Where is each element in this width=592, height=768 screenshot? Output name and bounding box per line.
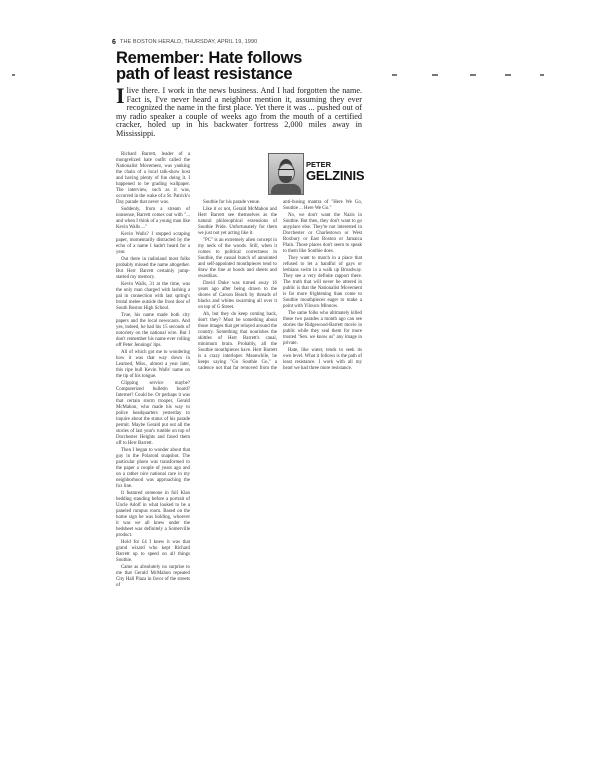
scan-mark bbox=[432, 74, 438, 76]
page-header bbox=[112, 36, 366, 48]
scan-mark bbox=[12, 74, 15, 76]
columnist-photo bbox=[268, 153, 304, 195]
paragraph: Like it or not, Gerald McMahon and Herr Barrett see themselves as the natural philosophical extensions of Southie Pride. Unfortunately for them we just not yet acting like it. bbox=[198, 207, 277, 236]
headline-line-2: path of least resistance bbox=[116, 65, 293, 83]
columnist-byline bbox=[268, 153, 365, 193]
byline-first-name: PETER bbox=[306, 160, 332, 169]
paragraph: Suddenly, from a stream of nonsense, Barrett comes out with "... and when I think of a young man like Kevin Walls ..." bbox=[116, 207, 190, 230]
page-header-text: THE BOSTON HERALD, THURSDAY, APRIL 19, 1990 bbox=[120, 39, 258, 45]
page-number: 6 bbox=[112, 38, 116, 46]
paragraph: Richard Barrett, leader of a mongrelized hate outfit called the Nationalist Movement, was yanking the chain of a local talk-show host and having plenty of fun doing it. I happened to be grading wallpaper. The interview, such as it was, occurred in the wake of a St. Patrick's Day parade that never was. bbox=[116, 152, 190, 205]
paragraph: Came as absolutely no surprise to me that Gerald McMahon repeated City Hall Plaza in favor of the streets of bbox=[116, 565, 190, 588]
paragraph: Out there in radioland most folks probably missed the name altogether. But Herr Barrett certainly jump-started my memory. bbox=[116, 257, 190, 280]
paragraph: "PC" is an extremely alien concept in my neck of the woods. Still, when it comes to political correctness in Southie, the casual bunch of annointed and self-appointed mouthpieces tend to draw the line at hoods and sheets and swastikas. bbox=[198, 238, 277, 279]
paragraph: David Duke was turned away 16 years ago after being drawn to the shores of Carson Beach by threads of blacks and whites swarming all over it on top of G Street. bbox=[198, 281, 277, 310]
headline-line-1: Remember: Hate follows bbox=[116, 49, 302, 67]
body-columns bbox=[116, 152, 365, 588]
paragraph: Kevin Walls, 31 at the time, was the only man charged with lashing a pal in connection with last spring's brutal melee outside the front door of South Boston High School. bbox=[116, 282, 190, 311]
paragraph: Then I began to wonder about that guy in the Polaroid snapshot. The particular photo was transformed to the paper a couple of years ago and on a rather nice national race in my neighborhood was approaching the fox line. bbox=[116, 448, 190, 489]
paragraph: Hate, like water, tends to seek its own level. What it follows is the path of least resistance. I work with all my heart we had three more resistance. bbox=[283, 348, 362, 371]
byline-last-name: GELZINIS bbox=[306, 168, 365, 183]
lede-paragraph bbox=[116, 83, 362, 139]
headline bbox=[116, 50, 362, 82]
paragraph: Ah, but they do keep coming back, don't they? Must be something about those images that get relayed around the country. Something that nourishes the skittles of Herr Barrett's canal, minimum brain. Probably, all the Southie mouthpieces have. Herr Barrett is a crazy interloper. Meanwhile, he keeps saying "Go Southie Go," a cadence not that far removed from the anti-busing mantra of "Here We Go, Southie ... Here We Go." bbox=[198, 200, 362, 371]
column-1 bbox=[116, 152, 190, 590]
paragraph: All of which got me to wondering how it was that way down in Learned, Miss., almost a year later, this ripe bull Kevin Walls' name on the tip of his tongue. bbox=[116, 350, 190, 379]
newspaper-clipping bbox=[112, 36, 366, 588]
byline-name bbox=[306, 161, 364, 182]
scan-mark bbox=[392, 74, 397, 76]
paragraph: Southie for his parade venue. bbox=[203, 200, 261, 205]
paragraph: True, his name made both city papers and the local newscasts. And yes, indeed, he had his 15 seconds of notoriety on the national wire. But I don't remember his name ever rolling off Peter Jennings' lips. bbox=[116, 313, 190, 348]
photo-shoulders bbox=[271, 184, 301, 194]
column-3 bbox=[198, 200, 362, 373]
scan-mark bbox=[540, 74, 544, 76]
paragraph: Hold for £4 I knew it was that grand wizard who kept Richard Barrett up to speed on all things Southie. bbox=[116, 540, 190, 563]
paragraph: Kevin Walls? I stopped scraping paper, momentarily distracted by the echo of a name I hadn't heard for a year. bbox=[116, 232, 190, 255]
drop-cap: I bbox=[116, 83, 125, 108]
paragraph: No, we don't want the Nazis in Southie. But then, they don't want to go anyplace else. They're not interested in Dorchester or Charlestown or West Roxbury or East Boston or Jamaica Plain. Those places don't seem to speak to them like Southie does. bbox=[283, 213, 362, 254]
photo-glasses bbox=[278, 169, 294, 173]
paragraph: They want to march in a place that refused to let a handful of gays or lesbians swim in a walk up Broadway. They see a very definite rapport there. The truth that will never be uttered in public is that the Nationalist Movement is far more frightening than come to Southie mouthpieces eager to make a point with Yiloucu Minnow. bbox=[283, 256, 362, 309]
lede-text: live there. I work in the news business. And I had forgotten the name. Fact is, I've never heard a neighbor mention it, assuming they ever recognized the name in the first place. Yet there it was ... pushed out of my radio speaker a couple of weeks ago from the mouth of a certified cracker, holed up in his backwater fortress 2,000 miles away in Mississippi. bbox=[116, 86, 362, 138]
paragraph: It featured someone in full Klan bedding standing before a portrait of Uncle Adolf in what looked to be a paneled rumpus room. Based on the home sign he was holding, whoever it was we all knew under the bedsheet was definitely a Somerville product. bbox=[116, 491, 190, 538]
scan-mark bbox=[470, 74, 476, 76]
paragraph: Clipping service maybe? Computerized bulletin board? Internet? Could be. Or perhaps it was that certain storm trooper, Gerald McMahon, who made his way to police headquarters yesterday to inquire about the status of his parade permit. Maybe Gerald put out all the stories of last year's rumble on top of Dorchester Heights and faxed them off to Herr Barrett. bbox=[116, 381, 190, 446]
paragraph: The same folks who ultimately killed those two parades a month ago can see stories the Ridgewood-Barrett movie in public while they seal them for more trusted "Sen. we know us" any image in private. bbox=[283, 311, 362, 346]
scan-mark bbox=[505, 74, 511, 76]
